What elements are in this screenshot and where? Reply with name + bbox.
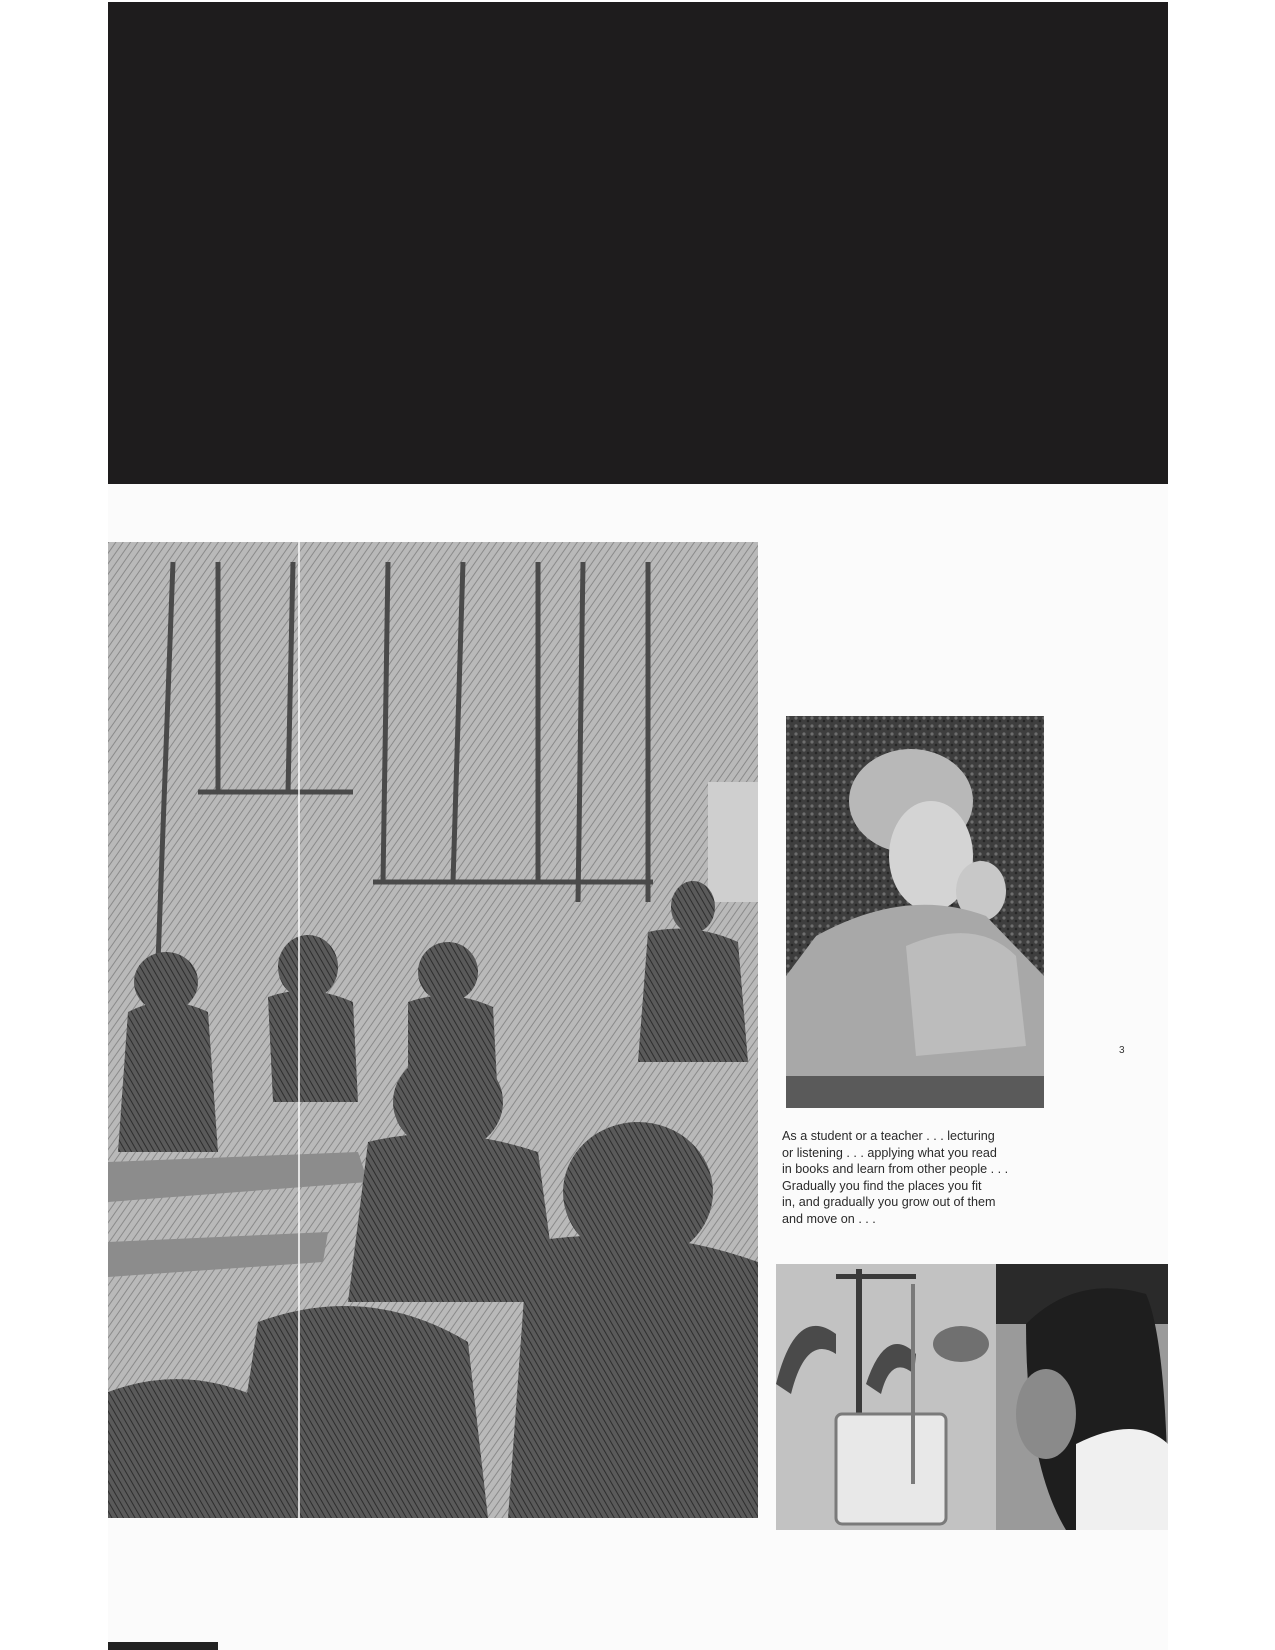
lab-photo (776, 1264, 1168, 1530)
caption-line: in, and gradually you grow out of them (782, 1195, 996, 1209)
black-header-band (108, 2, 1168, 484)
caption-line: or listening . . . applying what you read (782, 1145, 997, 1160)
page-number: 3 (1119, 1045, 1125, 1056)
caption-line: Gradually you find the places you fit (782, 1178, 982, 1193)
caption-line: As a student or a teacher . . . lecturing (782, 1129, 995, 1143)
page-crease (298, 540, 300, 1520)
caption-line: in books and learn from other people . . . (782, 1162, 1009, 1176)
scan-edge-mark (108, 1642, 218, 1650)
caption-line: and move on . . . (782, 1211, 876, 1226)
photo-caption (782, 1128, 1052, 1227)
classroom-photo (108, 542, 758, 1518)
boy-photo (786, 716, 1044, 1108)
